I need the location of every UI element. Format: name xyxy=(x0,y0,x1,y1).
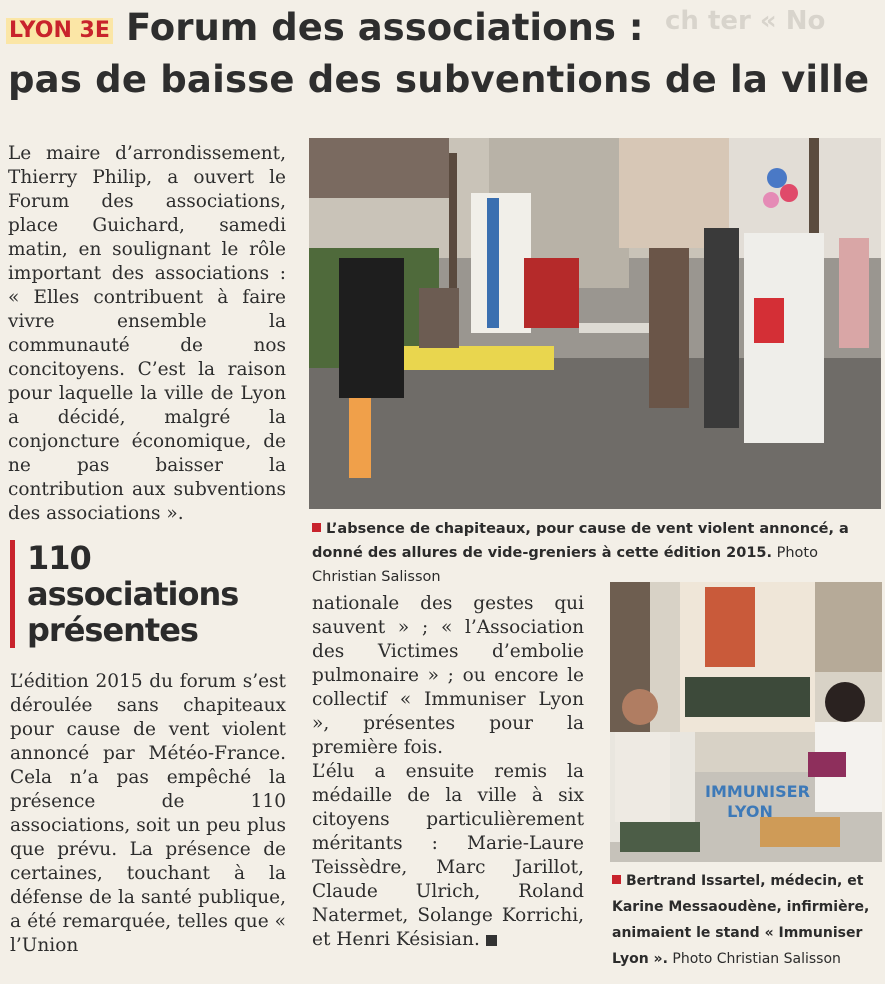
body-column-2 xyxy=(312,592,584,952)
body-paragraph-3 xyxy=(312,760,584,952)
body-column-1 xyxy=(10,670,286,958)
section-kicker: LYON 3E xyxy=(6,18,113,44)
headline-line-2: pas de baisse des subventions de la ville xyxy=(8,58,870,101)
stand-photo-caption xyxy=(612,868,884,972)
forum-photo-illustration xyxy=(309,138,881,509)
stand-caption-text: Bertrand Issartel, médecin, et Karine Messaoudène, infirmière, animaient le stand « Immuniser Lyon ». xyxy=(612,873,870,967)
caption-marker xyxy=(312,523,321,532)
forum-photo-credit: Photo Christian Salisson xyxy=(312,545,818,585)
intro-paragraph: Le maire d’arrondissement, Thierry Philip, a ouvert le Forum des associations, place Guichard, samedi matin, en soulignant le rôle important des associations : « Elles contribuent à faire vivre ensemble la communauté de nos concitoyens. C’est la raison pour laquelle la ville de Lyon a décidé, malgré la conjoncture économique, de ne pas baisser la contribution aux subventions des associations ». xyxy=(8,143,286,524)
forum-photo xyxy=(309,138,881,509)
caption-marker xyxy=(612,875,621,884)
stand-sign-text: IMMUNISER LYON xyxy=(705,782,810,821)
body-paragraph-2: nationale des gestes qui sauvent » ; « l’Association des Victimes d’embolie pulmonaire » ; ou encore le collectif « Immuniser Lyon », présentes pour la première fois. xyxy=(312,593,584,758)
end-of-article-mark xyxy=(486,935,497,946)
body-paragraph-1: L’édition 2015 du forum s’est déroulée sans chapiteaux pour cause de vent violent annoncé par Météo-France. Cela n’a pas empêché la présence de 110 associations, soit un peu plus que prévu. La présence de certaines, touchant à la défense de la santé publique, a été remarquée, telles que « l’Union xyxy=(10,671,286,956)
subheading: 110 associations présentes xyxy=(10,540,297,648)
forum-caption-text: L’absence de chapiteaux, pour cause de vent violent annoncé, a donné des allures de vide-greniers à cette édition 2015. xyxy=(312,521,849,561)
headline-line-1: Forum des associations : xyxy=(126,6,644,49)
stand-photo xyxy=(610,582,882,862)
forum-photo-caption xyxy=(312,517,872,589)
headline xyxy=(8,2,878,106)
adjacent-article-fragment: ch ter « No xyxy=(665,6,826,36)
stand-photo-credit: Photo Christian Salisson xyxy=(672,951,841,967)
body-paragraph-3-text: L’élu a ensuite remis la médaille de la ville à six citoyens particulièrement méritants : Marie-Laure Teissèdre, Marc Jarillot, Claude Ulrich, Roland Natermet, Solange Korrichi, et Henri Késisian. xyxy=(312,761,584,950)
intro-column xyxy=(8,142,286,526)
